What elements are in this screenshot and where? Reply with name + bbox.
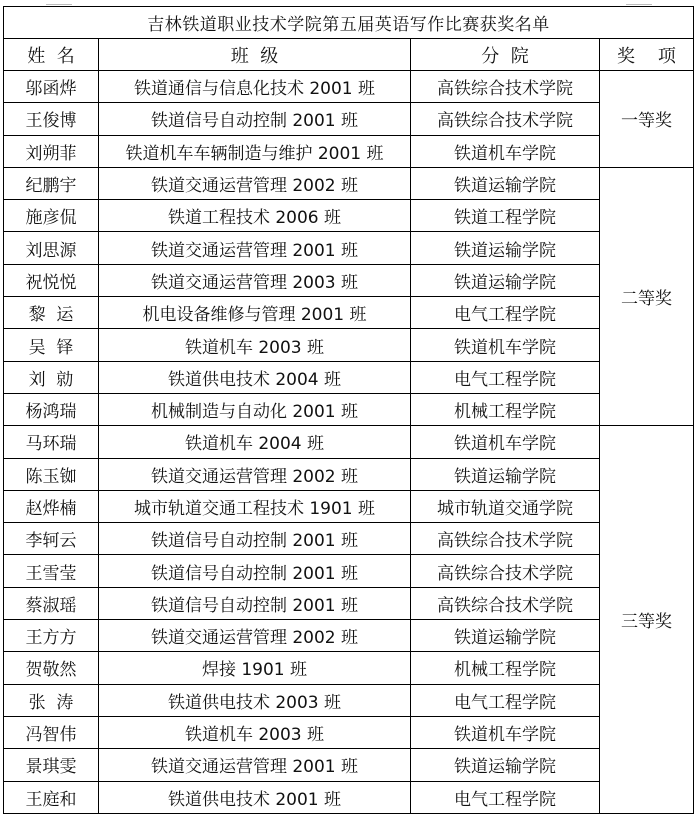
award-level-third: 三等奖 <box>600 426 694 814</box>
award-level-first: 一等奖 <box>600 71 694 168</box>
college-name: 铁道工程学院 <box>411 200 600 232</box>
college-name: 铁道运输学院 <box>411 264 600 296</box>
college-name: 高铁综合技术学院 <box>411 71 600 103</box>
college-name: 铁道机车学院 <box>411 135 600 167</box>
class-name: 铁道工程技术 2006 班 <box>99 200 411 232</box>
student-name: 刘朔菲 <box>4 135 99 167</box>
table-row <box>4 523 694 555</box>
student-name: 张 涛 <box>4 684 99 716</box>
table-title: 吉林铁道职业技术学院第五届英语写作比赛获奖名单 <box>4 7 694 39</box>
table-row <box>4 620 694 652</box>
class-name: 城市轨道交通工程技术 1901 班 <box>99 490 411 522</box>
class-name: 铁道通信与信息化技术 2001 班 <box>99 71 411 103</box>
student-name: 邬函烨 <box>4 71 99 103</box>
college-name: 铁道机车学院 <box>411 716 600 748</box>
class-name: 铁道机车车辆制造与维护 2001 班 <box>99 135 411 167</box>
table-row <box>4 103 694 135</box>
table-row <box>4 135 694 167</box>
student-name: 景琪雯 <box>4 749 99 781</box>
page-corner-mark-left <box>46 0 72 5</box>
table-row <box>4 426 694 458</box>
student-name: 蔡淑瑶 <box>4 587 99 619</box>
class-name: 铁道机车 2004 班 <box>99 426 411 458</box>
student-name: 冯智伟 <box>4 716 99 748</box>
college-name: 高铁综合技术学院 <box>411 523 600 555</box>
student-name: 陈玉铷 <box>4 458 99 490</box>
college-name: 铁道运输学院 <box>411 458 600 490</box>
college-name: 铁道机车学院 <box>411 426 600 458</box>
table-row <box>4 232 694 264</box>
award-level-second: 二等奖 <box>600 167 694 425</box>
table-row <box>4 749 694 781</box>
table-row <box>4 361 694 393</box>
student-name: 杨鸿瑞 <box>4 393 99 425</box>
title-row <box>4 7 694 39</box>
student-name: 祝悦悦 <box>4 264 99 296</box>
student-name: 王俊博 <box>4 103 99 135</box>
student-name: 赵烨楠 <box>4 490 99 522</box>
student-name: 王雪莹 <box>4 555 99 587</box>
student-name: 王方方 <box>4 620 99 652</box>
table-row <box>4 71 694 103</box>
class-name: 铁道信号自动控制 2001 班 <box>99 523 411 555</box>
header-row <box>4 39 694 71</box>
class-name: 铁道交通运营管理 2002 班 <box>99 458 411 490</box>
college-name: 铁道运输学院 <box>411 749 600 781</box>
college-name: 铁道机车学院 <box>411 329 600 361</box>
college-name: 电气工程学院 <box>411 781 600 813</box>
class-name: 机械制造与自动化 2001 班 <box>99 393 411 425</box>
class-name: 铁道信号自动控制 2001 班 <box>99 587 411 619</box>
class-name: 铁道机车 2003 班 <box>99 716 411 748</box>
student-name: 王庭和 <box>4 781 99 813</box>
student-name: 纪鹏宇 <box>4 167 99 199</box>
header-class: 班 级 <box>99 39 411 71</box>
class-name: 铁道信号自动控制 2001 班 <box>99 555 411 587</box>
class-name: 铁道供电技术 2003 班 <box>99 684 411 716</box>
table-row <box>4 652 694 684</box>
header-award: 奖 项 <box>600 39 694 71</box>
table-row <box>4 490 694 522</box>
college-name: 电气工程学院 <box>411 297 600 329</box>
header-college: 分 院 <box>411 39 600 71</box>
class-name: 铁道交通运营管理 2002 班 <box>99 167 411 199</box>
table-row <box>4 555 694 587</box>
table-row <box>4 587 694 619</box>
college-name: 铁道运输学院 <box>411 232 600 264</box>
table-row <box>4 200 694 232</box>
page-corner-mark-right <box>626 0 652 5</box>
table-row <box>4 684 694 716</box>
college-name: 铁道运输学院 <box>411 620 600 652</box>
class-name: 铁道机车 2003 班 <box>99 329 411 361</box>
class-name: 铁道信号自动控制 2001 班 <box>99 103 411 135</box>
student-name: 黎 运 <box>4 297 99 329</box>
award-list-table <box>3 6 694 814</box>
class-name: 铁道交通运营管理 2003 班 <box>99 264 411 296</box>
table-row <box>4 264 694 296</box>
college-name: 电气工程学院 <box>411 684 600 716</box>
table-row <box>4 297 694 329</box>
table-row <box>4 329 694 361</box>
college-name: 高铁综合技术学院 <box>411 555 600 587</box>
class-name: 铁道交通运营管理 2002 班 <box>99 620 411 652</box>
student-name: 马环瑞 <box>4 426 99 458</box>
header-name: 姓 名 <box>4 39 99 71</box>
student-name: 施彦侃 <box>4 200 99 232</box>
college-name: 高铁综合技术学院 <box>411 103 600 135</box>
student-name: 刘 勍 <box>4 361 99 393</box>
class-name: 铁道交通运营管理 2001 班 <box>99 749 411 781</box>
table-row <box>4 393 694 425</box>
class-name: 铁道供电技术 2001 班 <box>99 781 411 813</box>
college-name: 机械工程学院 <box>411 652 600 684</box>
student-name: 李轲云 <box>4 523 99 555</box>
college-name: 机械工程学院 <box>411 393 600 425</box>
class-name: 焊接 1901 班 <box>99 652 411 684</box>
student-name: 刘思源 <box>4 232 99 264</box>
table-row <box>4 458 694 490</box>
student-name: 贺敬然 <box>4 652 99 684</box>
college-name: 城市轨道交通学院 <box>411 490 600 522</box>
college-name: 电气工程学院 <box>411 361 600 393</box>
table-row <box>4 716 694 748</box>
class-name: 铁道供电技术 2004 班 <box>99 361 411 393</box>
table-row <box>4 167 694 199</box>
college-name: 高铁综合技术学院 <box>411 587 600 619</box>
table-row <box>4 781 694 813</box>
student-name: 吴 铎 <box>4 329 99 361</box>
college-name: 铁道运输学院 <box>411 167 600 199</box>
class-name: 铁道交通运营管理 2001 班 <box>99 232 411 264</box>
class-name: 机电设备维修与管理 2001 班 <box>99 297 411 329</box>
